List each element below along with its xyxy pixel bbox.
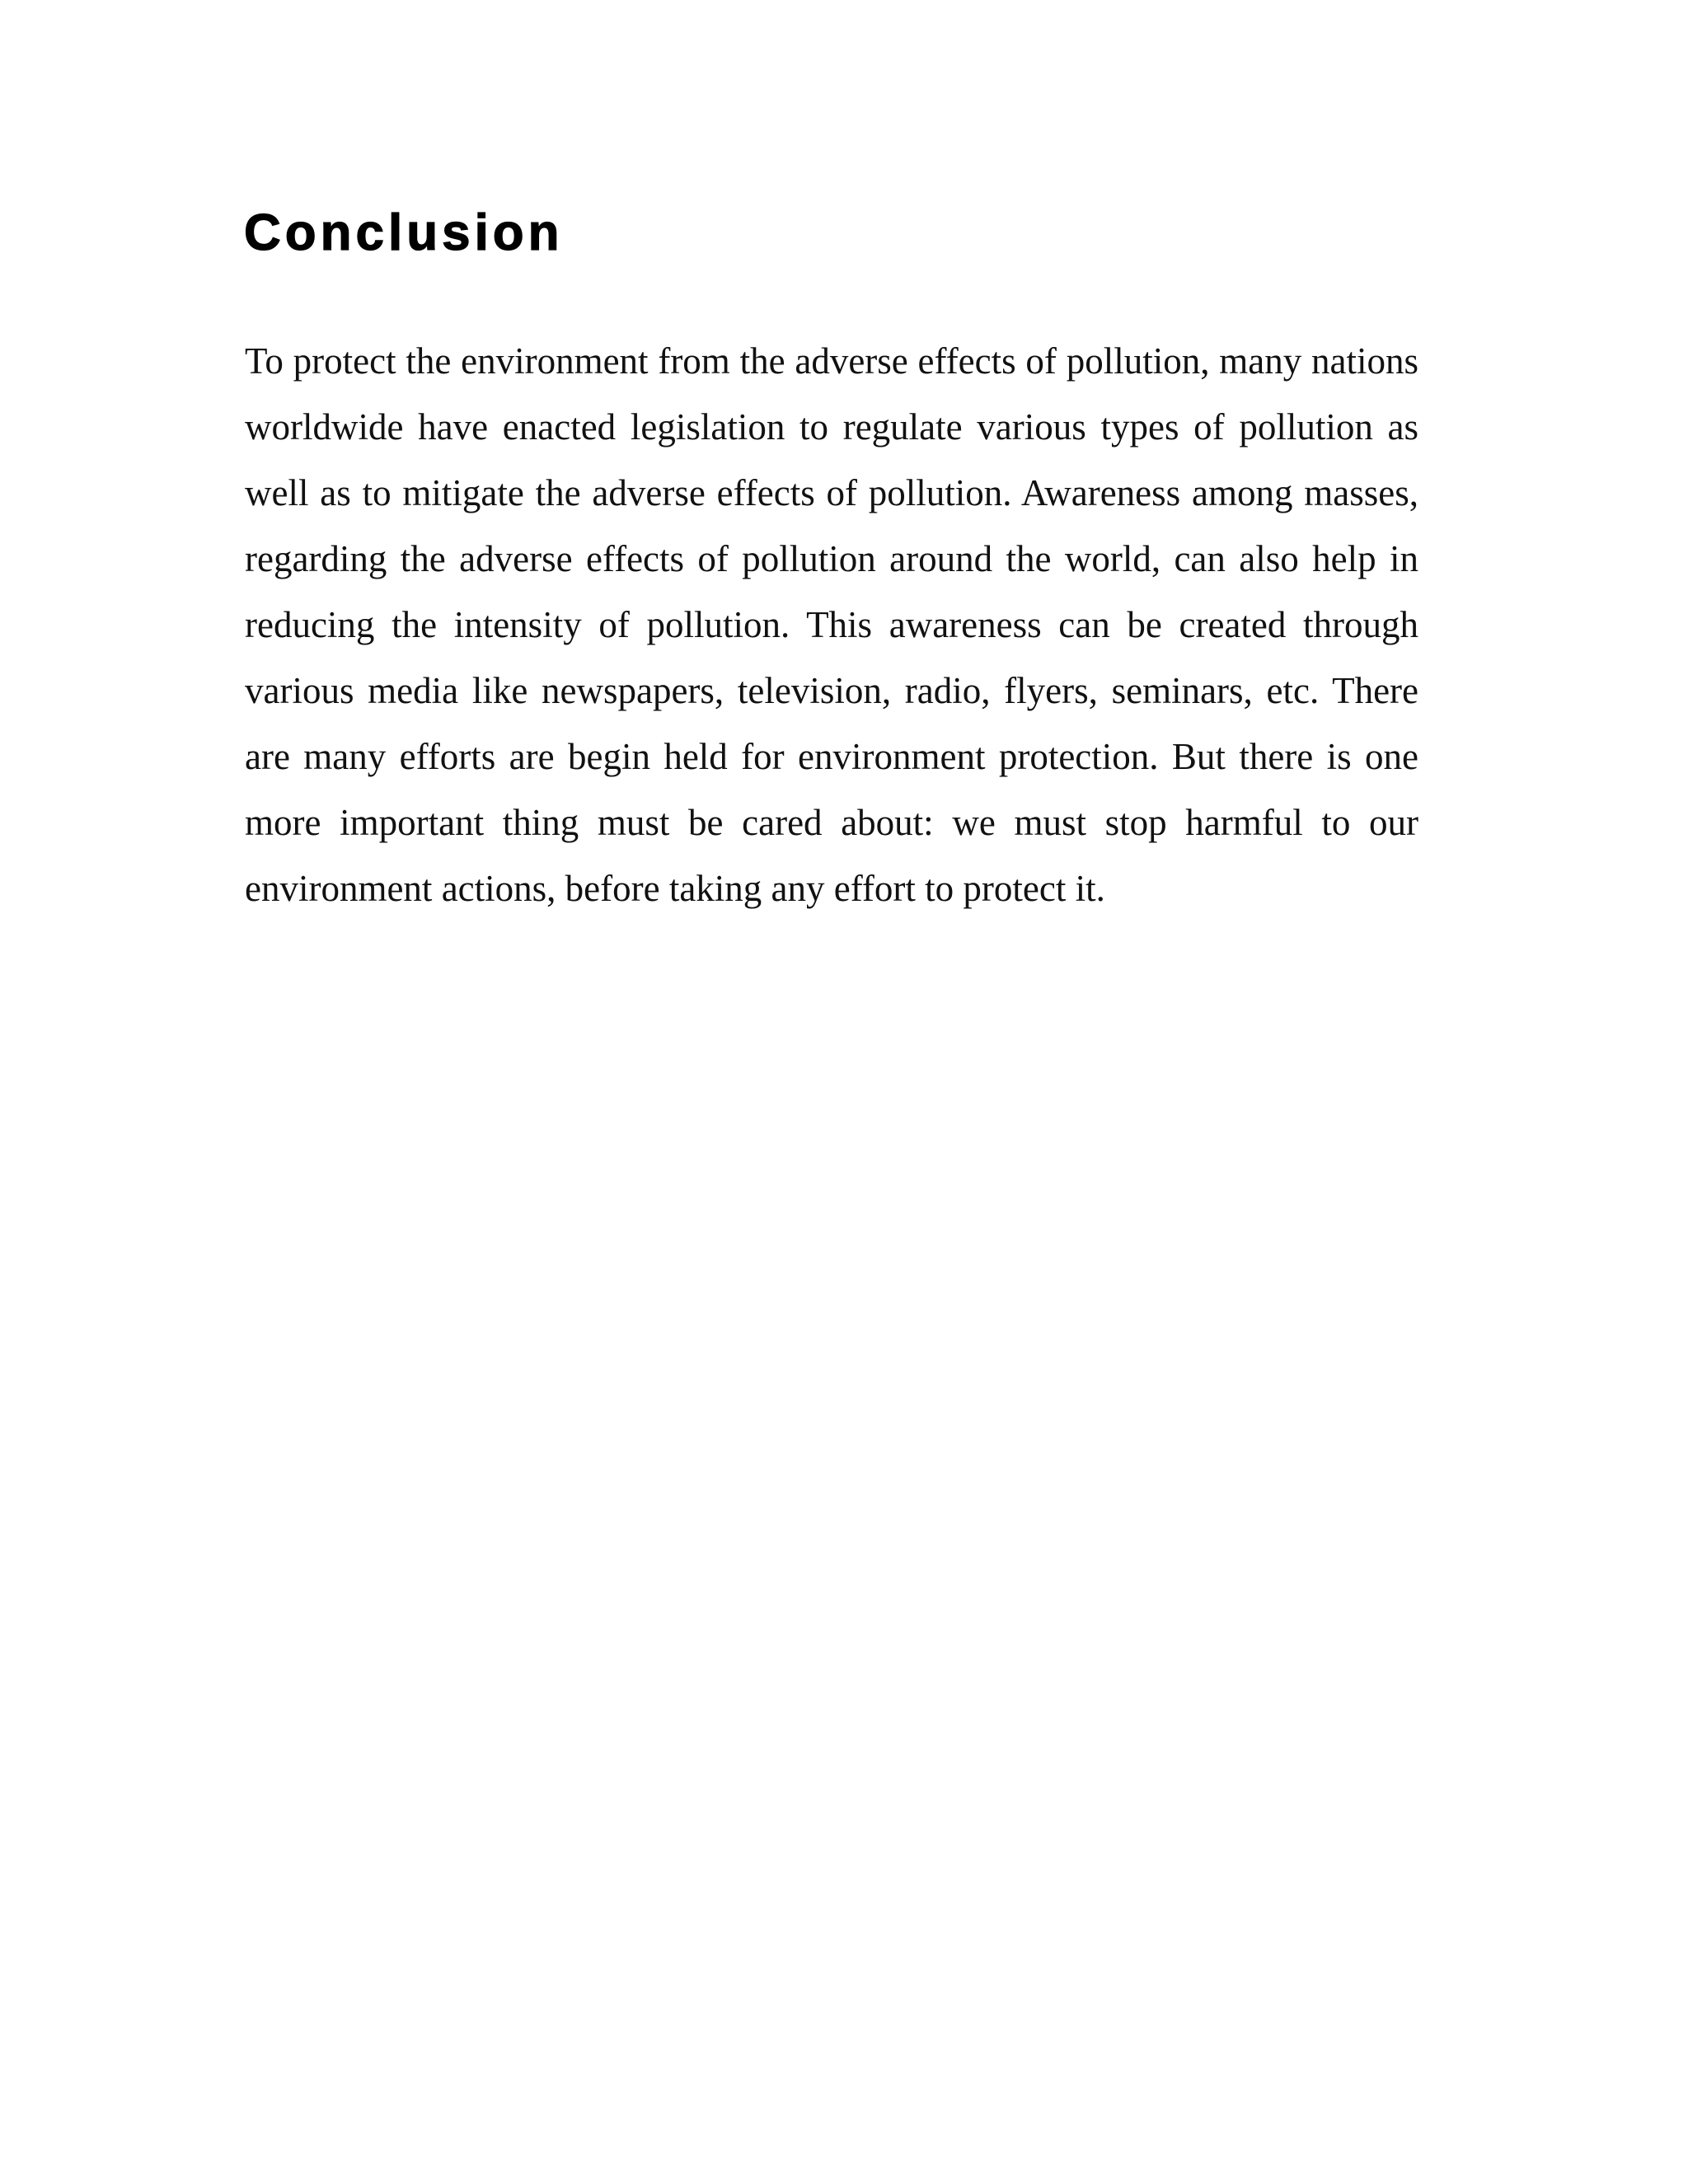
section-heading: Conclusion: [244, 204, 564, 261]
conclusion-paragraph: To protect the environment from the adverse effects of pollution, many nations worldwide have enacted legislation to regulate various types of pollution as well as to mitigate the adverse effects of pollution. Awareness among masses, regarding the adverse effects of pollution around the world, can also help in reducing the intensity of pollution. This awareness can be created through various media like newspapers, television, radio, flyers, seminars, etc. There are many efforts are begin held for environment protection. But there is one more important thing must be cared about: we must stop harmful to our environment actions, before taking any effort to protect it.: [245, 340, 1418, 909]
